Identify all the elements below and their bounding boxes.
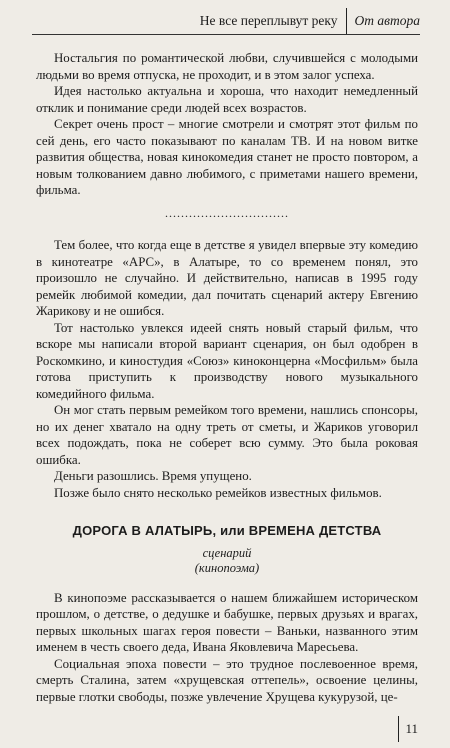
- page-body: [36, 50, 418, 705]
- paragraph: Деньги разошлись. Время упущено.: [54, 469, 252, 483]
- paragraph: Ностальгия по романтической любви, случившейся с молодыми людьми во время отпуска, не проходит, и в этом залог успеха.: [36, 51, 418, 82]
- header-rule: [32, 34, 420, 35]
- chapter-title: ДОРОГА В АЛАТЫРЬ, или ВРЕМЕНА ДЕТСТВА: [72, 523, 382, 538]
- book-title: Не все переплывут реку: [199, 13, 338, 28]
- paragraph: Социальная эпоха повести – это трудное послевоенное время, смерть Сталина, затем «хрущевская оттепель», освоение целины, первые глотки свободы, позже увлечение Хрущева кукурузой, це-: [36, 656, 418, 704]
- paragraph: Он мог стать первым ремейком того времени, нашлись спонсоры, но их денег хватало на одну треть от сметы, и Жариков уговорил всех подождать, пока не соберет всю сумму. Это была роковая ошибка.: [36, 403, 418, 467]
- page-number: 11: [405, 721, 418, 736]
- chapter-subtitle: сценарий: [202, 545, 252, 560]
- paragraph: Тем более, что когда еще в детстве я увидел впервые эту комедию в кинотеатре «АРС», в Алатыре, то со временем понял, это произошло не случайно. И действительно, написав в 1995 году ремейк любимой комедии, дал почитать сценарий актеру Евгению Жарикову и не ошибся.: [36, 238, 418, 318]
- section-separator: ...............................: [165, 205, 289, 220]
- paragraph: Идея настолько актуальна и хороша, что находит немедленный отклик и понимание среди людей всех возрастов.: [36, 84, 418, 115]
- footer-divider: [398, 716, 399, 742]
- paragraph: Позже было снято несколько ремейков известных фильмов.: [54, 485, 382, 500]
- paragraph: В кинопоэме рассказывается о нашем ближайшем историческом прошлом, о детстве, о дедушке и бабушке, первых друзьях и врагах, первых школьных шагах героя повести – Ваньки, названного этим именем в честь своего деда, Ивана Яковлевича Маресьева.: [36, 590, 418, 654]
- chapter-subtitle-note: (кинопоэма): [194, 560, 260, 575]
- section-title: От автора: [354, 13, 420, 28]
- running-header: [200, 8, 420, 34]
- header-divider: [346, 8, 347, 34]
- paragraph: Секрет очень прост – многие смотрели и смотрят этот фильм по сей день, его часто показывают по каналам ТВ. И на новом витке развития общества, новая кинокомедия станет не просто повтором, а новым толкованием давно любимого, с приметами нашего времени, фильма.: [36, 117, 418, 197]
- paragraph: Тот настолько увлекся идеей снять новый старый фильм, что вскоре мы написали второй вариант сценария, он был одобрен в Роскомкино, и киностудия «Союз» киноконцерна «Мосфильм» была готова приступить к производству нового музыкального комедийного фильма.: [36, 320, 418, 401]
- page-footer: [398, 716, 418, 742]
